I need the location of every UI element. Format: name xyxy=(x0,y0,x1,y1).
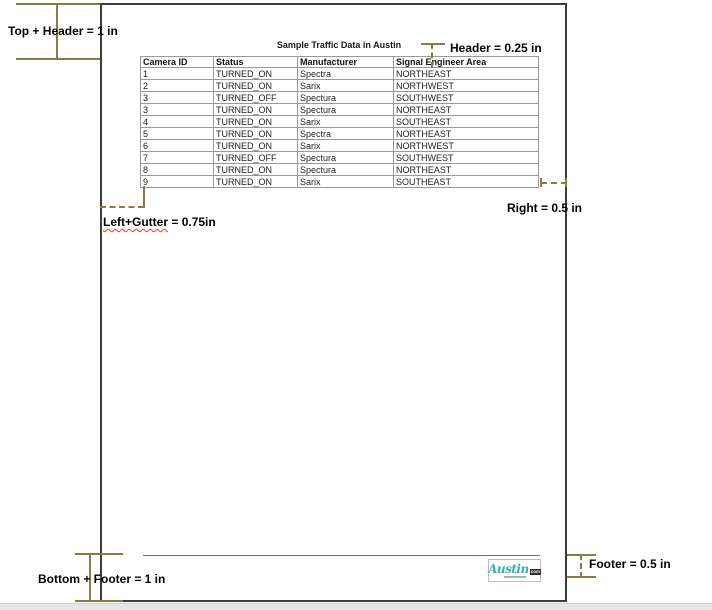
table-cell: SOUTHEAST xyxy=(394,176,539,188)
table-cell: TURNED_ON xyxy=(214,68,298,80)
logo-suffix-badge: com xyxy=(530,568,540,574)
table-cell: Sarix xyxy=(298,176,394,188)
table-cell: 2 xyxy=(141,80,214,92)
window-bottom-strip xyxy=(0,603,712,610)
table-cell: 4 xyxy=(141,116,214,128)
logo-tagline-bar xyxy=(504,576,526,578)
label-left-gutter-rest: = 0.75in xyxy=(168,215,216,229)
table-cell: Spectra xyxy=(298,128,394,140)
logo-row xyxy=(488,563,541,576)
footer-divider xyxy=(143,555,540,556)
table-cell: 3 xyxy=(141,104,214,116)
table-header-row xyxy=(141,57,539,68)
table-cell: TURNED_OFF xyxy=(214,152,298,164)
table-row xyxy=(141,116,539,128)
header-row xyxy=(141,57,539,68)
table-cell: SOUTHWEST xyxy=(394,92,539,104)
table-cell: Sarix xyxy=(298,80,394,92)
label-header: Header = 0.25 in xyxy=(450,41,542,55)
table-cell: Spectra xyxy=(298,68,394,80)
table-cell: NORTHWEST xyxy=(394,140,539,152)
table-body xyxy=(141,68,539,188)
table-row xyxy=(141,104,539,116)
table-cell: Spectura xyxy=(298,152,394,164)
measure-bottom-footer-topline xyxy=(75,553,123,555)
table-cell: Sarix xyxy=(298,140,394,152)
label-bottom-footer: Bottom + Footer = 1 in xyxy=(38,572,166,586)
measure-footer-bottomline xyxy=(567,576,596,578)
table-cell: SOUTHEAST xyxy=(394,116,539,128)
table-cell: TURNED_OFF xyxy=(214,92,298,104)
table-cell: NORTHEAST xyxy=(394,128,539,140)
column-header: Signal Engineer Area xyxy=(394,57,539,68)
measure-header-topline xyxy=(421,43,445,45)
table-row xyxy=(141,128,539,140)
traffic-table xyxy=(140,56,539,188)
table-cell: TURNED_ON xyxy=(214,80,298,92)
table-cell: Spectura xyxy=(298,104,394,116)
table-cell: TURNED_ON xyxy=(214,140,298,152)
measure-left-gutter-dashline xyxy=(100,206,144,208)
table-cell: NORTHEAST xyxy=(394,164,539,176)
table-cell: SOUTHWEST xyxy=(394,152,539,164)
table-cell: Spectura xyxy=(298,164,394,176)
measure-top-header-topline xyxy=(16,3,100,5)
table-row xyxy=(141,80,539,92)
measure-header-vertical xyxy=(431,43,433,68)
table-cell: 7 xyxy=(141,152,214,164)
table-row xyxy=(141,176,539,188)
measure-footer-vertical xyxy=(580,554,582,578)
table-cell: TURNED_ON xyxy=(214,176,298,188)
table-row xyxy=(141,164,539,176)
logo-brand-text: Austin xyxy=(488,561,529,576)
table-cell: Spectura xyxy=(298,92,394,104)
measure-right-right-tick xyxy=(565,178,567,187)
table-row xyxy=(141,92,539,104)
column-header: Status xyxy=(214,57,298,68)
table-cell: TURNED_ON xyxy=(214,116,298,128)
table-cell: TURNED_ON xyxy=(214,128,298,140)
table-cell: NORTHEAST xyxy=(394,104,539,116)
table-cell: 3 xyxy=(141,92,214,104)
table-cell: 8 xyxy=(141,164,214,176)
table-cell: 5 xyxy=(141,128,214,140)
label-left-gutter-word: Left+Gutter xyxy=(103,215,169,229)
measure-left-gutter-tick xyxy=(143,186,145,208)
table-row xyxy=(141,68,539,80)
table-cell: TURNED_ON xyxy=(214,164,298,176)
label-right-margin: Right = 0.5 in xyxy=(507,201,583,215)
austin-logo xyxy=(488,559,541,582)
table-cell: NORTHEAST xyxy=(394,68,539,80)
column-header: Manufacturer xyxy=(298,57,394,68)
table-row xyxy=(141,140,539,152)
label-footer: Footer = 0.5 in xyxy=(589,557,671,571)
column-header: Camera ID xyxy=(141,57,214,68)
table-cell: Sarix xyxy=(298,116,394,128)
page-title: Sample Traffic Data in Austin xyxy=(276,40,402,50)
table-row xyxy=(141,152,539,164)
measure-bottom-footer-bottomline xyxy=(75,600,123,602)
table-cell: 1 xyxy=(141,68,214,80)
measure-right-left-tick xyxy=(540,178,542,187)
label-left-gutter xyxy=(103,215,216,229)
table-cell: NORTHWEST xyxy=(394,80,539,92)
table-cell: 9 xyxy=(141,176,214,188)
table-cell: TURNED_ON xyxy=(214,104,298,116)
table-cell: 6 xyxy=(141,140,214,152)
measure-right-dashline xyxy=(541,182,567,184)
measure-top-header-bottomline xyxy=(16,58,100,60)
label-top-header: Top + Header = 1 in xyxy=(8,24,118,38)
